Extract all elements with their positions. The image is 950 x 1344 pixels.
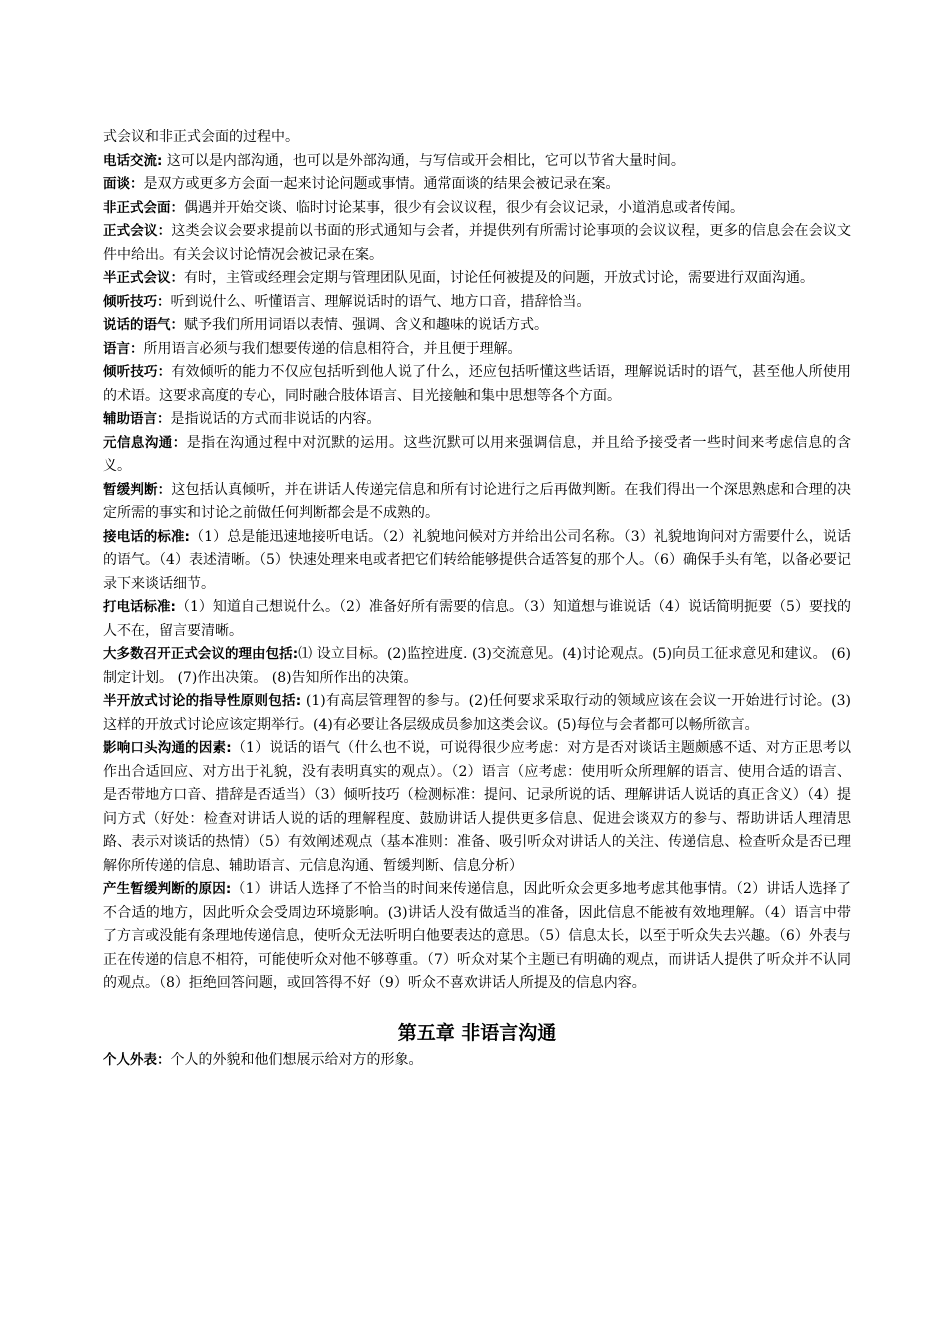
paragraph-making-calls [103, 596, 851, 643]
paragraph-semi-open-discussion [103, 690, 851, 737]
paragraph-language [103, 338, 851, 362]
paragraph-suspend-judgement-causes [103, 878, 851, 996]
term: 面谈： [103, 176, 144, 192]
term: 正式会议： [103, 223, 172, 239]
paragraph-suspend-judgement [103, 479, 851, 526]
document-body [103, 126, 851, 1072]
term: 倾听技巧： [103, 293, 171, 310]
term: 语言： [103, 340, 144, 357]
para-text: 个人的外貌和他们想展示给对方的形象。 [170, 1051, 423, 1068]
term: 暂缓判断： [103, 481, 172, 498]
term: 半正式会议： [103, 270, 184, 286]
paragraph-personal-appearance [103, 1049, 851, 1073]
paragraph-metacommunication [103, 432, 851, 479]
term: 电话交流: [103, 152, 163, 169]
paragraph-phone-communication [103, 150, 851, 174]
term: 辅助语言： [103, 411, 171, 427]
paragraph-oral-communication-factors [103, 737, 851, 878]
para-text: 所用语言必须与我们想要传递的信息相符合，并且便于理解。 [143, 340, 522, 357]
para-text: ⑴ 设立目标。(2)监控进度. (3)交流意见。(4)讨论观点。(5)向员工征求意见和建议。 (6)制定计划。 (7)作出决策。 (8)告知所作出的决策。 [103, 646, 851, 686]
para-text: 是双方或更多方会面一起来讨论问题或事情。通常面谈的结果会被记录在案。 [143, 176, 620, 192]
paragraph-formal-meeting [103, 220, 851, 267]
term: 打电话标准: [103, 599, 176, 615]
para-text: 这可以是内部沟通，也可以是外部沟通，与写信或开会相比，它可以节省大量时间。 [162, 152, 685, 169]
term: 元信息沟通： [103, 434, 187, 451]
term: 影响口头沟通的因素: [103, 740, 232, 756]
para-text: 有效倾听的能力不仅应包括听到他人说了什么，还应包括听懂这些话语，理解说话时的语气，甚至他人所使用的术语。这要求高度的专心，同时融合肢体语言、目光接触和集中思想等各个方面。 [103, 364, 852, 404]
para-text: 这类会议会要求提前以书面的形式通知与会者，并提供列有所需讨论事项的会议议程，更多的信息会在会议文件中给出。有关会议讨论情况会被记录在案。 [103, 223, 852, 263]
term: 个人外表： [103, 1051, 171, 1068]
para-text: （1）知道自己想说什么。（2）准备好所有需要的信息。（3）知道想与谁说话（4）说话简明扼要（5）要找的人不在，留言要清晰。 [103, 599, 851, 639]
para-text: 是指在沟通过程中对沉默的运用。这些沉默可以用来强调信息，并且给予接受者一些时间来考虑信息的含义。 [103, 434, 852, 474]
paragraph-paralanguage [103, 408, 851, 432]
para-text: 偶遇并开始交谈、临时讨论某事，很少有会议议程，很少有会议记录，小道消息或者传闻。 [184, 199, 744, 216]
term: 说话的语气： [103, 317, 184, 333]
para-text: 赋予我们所用词语以表情、强调、含义和趣味的说话方式。 [184, 317, 548, 333]
paragraph-semi-formal-meeting [103, 267, 851, 291]
paragraph-tone-of-voice [103, 314, 851, 338]
para-text: （1）总是能迅速地接听电话。（2）礼貌地问候对方并给出公司名称。（3）礼貌地询问对方需要什么，说话的语气。（4）表述清晰。（5）快速处理来电或者把它们转给能够提供合适答复的那个人。（6）确保手头有笔，以备必要记录下来谈话细节。 [103, 528, 851, 592]
term: 产生暂缓判断的原因: [103, 881, 232, 897]
paragraph-informal-meeting [103, 197, 851, 221]
term: 接电话的标准: [103, 528, 190, 545]
para-text: 式会议和非正式会面的过程中。 [103, 129, 299, 145]
paragraph-answering-phone [103, 526, 851, 597]
para-text: （1）说话的语气（什么也不说，可说得很少应考虑：对方是否对谈话主题颇感不适、对方正思考以作出合适回应、对方出于礼貌，没有表明真实的观点）。（2）语言（应考虑：使用听众所理解的语言、使用合适的语言、是否带地方口音、措辞是否适当）（3）倾听技巧（检测标准：提问、记录所说的话、理解讲话人说话的真正含义）（4）提问方式（好处：检查对讲话人说的话的理解程度、鼓励讲话人提供更多信息、促进会谈双方的参与、帮助讲话人理清思路、表示对谈话的热情）（5）有效阐述观点（基本准则：准备、吸引听众对讲话人的关注、传递信息、检查听众是否已理解你所传递的信息、辅助语言、元信息沟通、暂缓判断、信息分析） [103, 740, 852, 874]
para-text: 是指说话的方式而非说话的内容。 [170, 411, 381, 427]
para-text: (1)有高层管理智的参与。(2)任何要求采取行动的领域应该在会议一开始进行讨论。(3)这样的开放式讨论应该定期举行。(4)有必要让各层级成员参加这类会议。(5)每位与会者都可以畅所欲言。 [103, 693, 851, 733]
chapter-title: 第五章 非语言沟通 [397, 1021, 557, 1044]
term: 大多数召开正式会议的理由包括: [103, 646, 299, 662]
term: 倾听技巧： [103, 364, 172, 380]
term: 非正式会面： [103, 199, 184, 216]
paragraph-interview [103, 173, 851, 197]
paragraph-listening-skills-2 [103, 361, 851, 408]
paragraph-continuation [103, 126, 851, 150]
paragraph-formal-meeting-reasons [103, 643, 851, 690]
para-text: 有时，主管或经理会定期与管理团队见面，讨论任何被提及的问题，开放式讨论，需要进行双面沟通。 [184, 270, 814, 286]
para-text: （1）讲话人选择了不恰当的时间来传递信息，因此听众会更多地考虑其他事情。（2）讲话人选择了不合适的地方，因此听众会受周边环境影响。(3)讲话人没有做适当的准备，因此信息不能被有效地理解。（4）语言中带了方言或没能有条理地传递信息，使听众无法听明白他要表达的意思。（5）信息太长，以至于听众失去兴趣。（6）外表与正在传递的信息不相符，可能使听众对他不够尊重。（7）听众对某个主题已有明确的观点，而讲话人提供了听众并不认同的观点。（8）拒绝回答问题，或回答得不好（9）听众不喜欢讲话人所提及的信息内容。 [103, 881, 851, 991]
term: 半开放式讨论的指导性原则包括: [103, 693, 302, 709]
para-text: 听到说什么、听懂语言、理解说话时的语气、地方口音，措辞恰当。 [170, 293, 591, 310]
paragraph-listening-skills [103, 291, 851, 315]
para-text: 这包括认真倾听，并在讲话人传递完信息和所有讨论进行之后再做判断。在我们得出一个深思熟虑和合理的决定所需的事实和讨论之前做任何判断都会是不成熟的。 [103, 481, 852, 521]
